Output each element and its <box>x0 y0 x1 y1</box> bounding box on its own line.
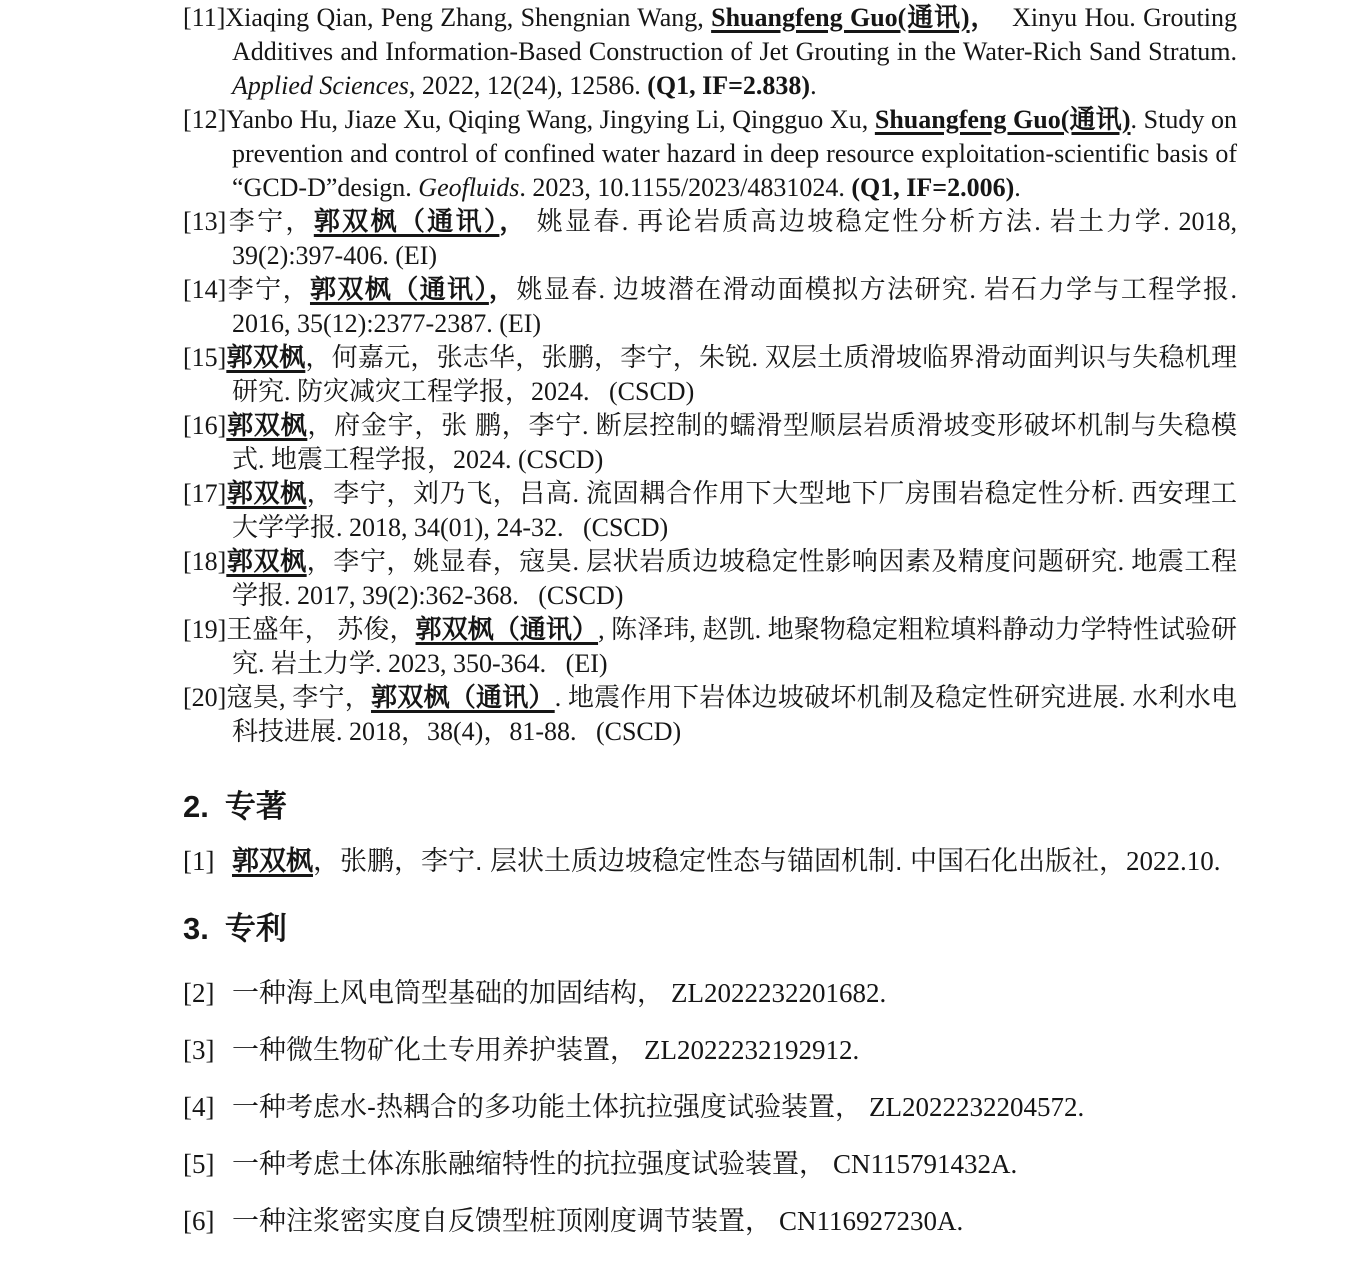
section-number: 2. <box>183 789 209 824</box>
monograph-item-1 <box>183 843 1237 879</box>
patent-item-2 <box>183 975 1237 1011</box>
reference-text <box>226 683 1237 746</box>
patent-number: CN115791432A. <box>833 1149 1018 1179</box>
author-name-highlight: Shuangfeng Guo(通讯) <box>711 3 970 32</box>
patent-number: ZL2022232192912. <box>644 1035 860 1065</box>
list-marker: [15] <box>183 343 227 372</box>
text-segment: Xiaqing Qian, Peng Zhang, Shengnian Wang, <box>225 3 712 32</box>
text-segment: (Q1, IF=2.006) <box>851 173 1015 202</box>
publication-item-13 <box>183 205 1237 273</box>
publication-item-20 <box>183 681 1237 749</box>
text-segment: , 2022, 12(24), 12586. <box>408 71 648 100</box>
reference-text <box>226 479 1237 542</box>
reference-text <box>226 105 1237 202</box>
list-marker: [11] <box>183 3 226 32</box>
list-marker: [14] <box>183 275 227 304</box>
publication-item-11 <box>183 1 1237 103</box>
reference-text <box>226 411 1237 474</box>
text-segment: ， <box>488 275 517 304</box>
author-name-highlight: 郭双枫 <box>226 411 308 440</box>
publication-item-14 <box>183 273 1237 341</box>
patent-number: ZL2022232201682. <box>671 978 887 1008</box>
text-segment: Geofluids <box>418 173 520 202</box>
publication-item-17 <box>183 477 1237 545</box>
publication-list <box>183 1 1237 749</box>
patent-number: CN116927230A. <box>779 1206 964 1236</box>
text-segment: ，李宁，刘乃飞，吕高. 流固耦合作用下大型地下厂房围岩稳定性分析. 西安理工大学学报. 2018, 34(01), 24-32. (CSCD) <box>232 479 1237 542</box>
list-marker: [5] <box>183 1149 215 1179</box>
text-segment: ，张鹏，李宁. 层状土质边坡稳定性态与锚固机制. 中国石化出版社， <box>313 846 1127 876</box>
reference-text <box>232 846 1221 876</box>
patent-title: 一种注浆密实度自反馈型桩顶刚度调节装置， <box>232 1206 772 1236</box>
patent-list <box>183 975 1237 1239</box>
patent-title: 一种考虑土体冻胀融缩特性的抗拉强度试验装置， <box>232 1149 826 1179</box>
reference-text <box>226 207 1237 270</box>
text-segment: . 地震作用下岩体边坡破坏机制及稳定性研究进展. 水利水电科技进展. 2018，38(4)，81-88. (CSCD) <box>232 683 1237 746</box>
list-marker: [1] <box>183 846 215 876</box>
text-segment: ，李宁，姚显春，寇昊. 层状岩质边坡稳定性影响因素及精度问题研究. 地震工程学报. 2017, 39(2):362-368. (CSCD) <box>232 547 1237 610</box>
author-name-highlight: 郭双枫 <box>226 479 307 508</box>
patent-title: 一种考虑水-热耦合的多功能土体抗拉强度试验装置， <box>232 1092 862 1122</box>
text-segment: 2022.10. <box>1126 846 1221 876</box>
patent-item-4 <box>183 1089 1237 1125</box>
text-segment: . <box>1014 173 1021 202</box>
text-segment: Yanbo Hu, Jiaze Xu, Qiqing Wang, Jingying Li, Qingguo Xu, <box>226 105 875 134</box>
list-marker: [18] <box>183 547 227 576</box>
list-marker: [16] <box>183 411 227 440</box>
publication-item-16 <box>183 409 1237 477</box>
publication-item-15 <box>183 341 1237 409</box>
section-title: 专利 <box>224 911 287 946</box>
list-marker: [13] <box>183 207 227 236</box>
author-name-highlight: 郭双枫 <box>232 846 313 876</box>
text-segment: 王盛年， 苏俊， <box>226 615 416 644</box>
patent-item-3 <box>183 1032 1237 1068</box>
text-segment: Applied Sciences <box>232 71 409 100</box>
list-marker: [4] <box>183 1092 215 1122</box>
text-segment: 寇昊, 李宁， <box>226 683 372 712</box>
author-name-highlight: 郭双枫（通讯） <box>371 683 555 712</box>
text-segment: 姚显春. 边坡潜在滑动面模拟方法研究. 岩石力学与工程学报. 2016, 35(12):2377-2387. (EI) <box>232 275 1237 338</box>
patent-title: 一种微生物矿化土专用养护装置， <box>232 1035 637 1065</box>
reference-text <box>226 343 1237 406</box>
text-segment: . 2023, 10.1155/2023/4831024. <box>519 173 852 202</box>
section-heading-patents <box>183 909 1237 949</box>
author-name-highlight: 郭双枫（通讯） <box>415 615 599 644</box>
patent-title: 一种海上风电筒型基础的加固结构， <box>232 978 664 1008</box>
list-marker: [17] <box>183 479 227 508</box>
list-marker: [6] <box>183 1206 215 1236</box>
text-segment: , 陈泽玮, 赵凯. 地聚物稳定粗粒填料静动力学特性试验研究. 岩土力学. 2023, 350-364. (EI) <box>232 615 1237 678</box>
text-segment: 李宁， <box>226 207 314 236</box>
text-segment: . <box>810 71 817 100</box>
list-marker: [12] <box>183 105 227 134</box>
patent-number: ZL2022232204572. <box>869 1092 1085 1122</box>
text-segment: ，府金宇，张 鹏，李宁. 断层控制的蠕滑型顺层岩质滑坡变形破坏机制与失稳模式. 地震工程学报，2024. (CSCD) <box>232 411 1237 474</box>
text-segment: ， <box>969 3 998 32</box>
section-number: 3. <box>183 911 209 946</box>
reference-text <box>226 275 1237 338</box>
list-marker: [3] <box>183 1035 215 1065</box>
list-marker: [20] <box>183 683 227 712</box>
author-name-highlight: 郭双枫（通讯） <box>309 275 489 304</box>
publication-item-18 <box>183 545 1237 613</box>
list-marker: [19] <box>183 615 227 644</box>
text-segment: (Q1, IF=2.838) <box>647 71 811 100</box>
reference-text <box>226 547 1237 610</box>
publication-item-12 <box>183 103 1237 205</box>
section-heading-monographs <box>183 787 1237 827</box>
list-marker: [2] <box>183 978 215 1008</box>
author-name-highlight: Shuangfeng Guo(通讯) <box>874 105 1131 134</box>
monograph-list <box>183 843 1237 879</box>
text-segment: 姚显春. 再论岩质高边坡稳定性分析方法. 岩土力学. 2018, 39(2):397-406. (EI) <box>232 207 1237 270</box>
patent-item-6 <box>183 1203 1237 1239</box>
text-segment: 李宁， <box>226 275 310 304</box>
text-segment: ， <box>499 207 528 236</box>
patent-item-5 <box>183 1146 1237 1182</box>
author-name-highlight: 郭双枫 <box>226 547 307 576</box>
reference-text <box>225 3 1237 100</box>
text-segment: Xinyu Hou. Grouting Additives and Information-Based Construction of Jet Grouting in the Water-Rich Sand Stratum. <box>232 3 1237 66</box>
author-name-highlight: 郭双枫（通讯） <box>313 207 500 236</box>
reference-text <box>226 615 1237 678</box>
section-title: 专著 <box>224 789 287 824</box>
text-segment: . Study on prevention and control of confined water hazard in deep resource exploitation-scientific basis of “GCD-D”design. <box>232 105 1238 202</box>
author-name-highlight: 郭双枫 <box>226 343 306 372</box>
text-segment: ，何嘉元，张志华，张鹏，李宁，朱锐. 双层土质滑坡临界滑动面判识与失稳机理研究. 防灾减灾工程学报，2024. (CSCD) <box>232 343 1237 406</box>
publication-item-19 <box>183 613 1237 681</box>
